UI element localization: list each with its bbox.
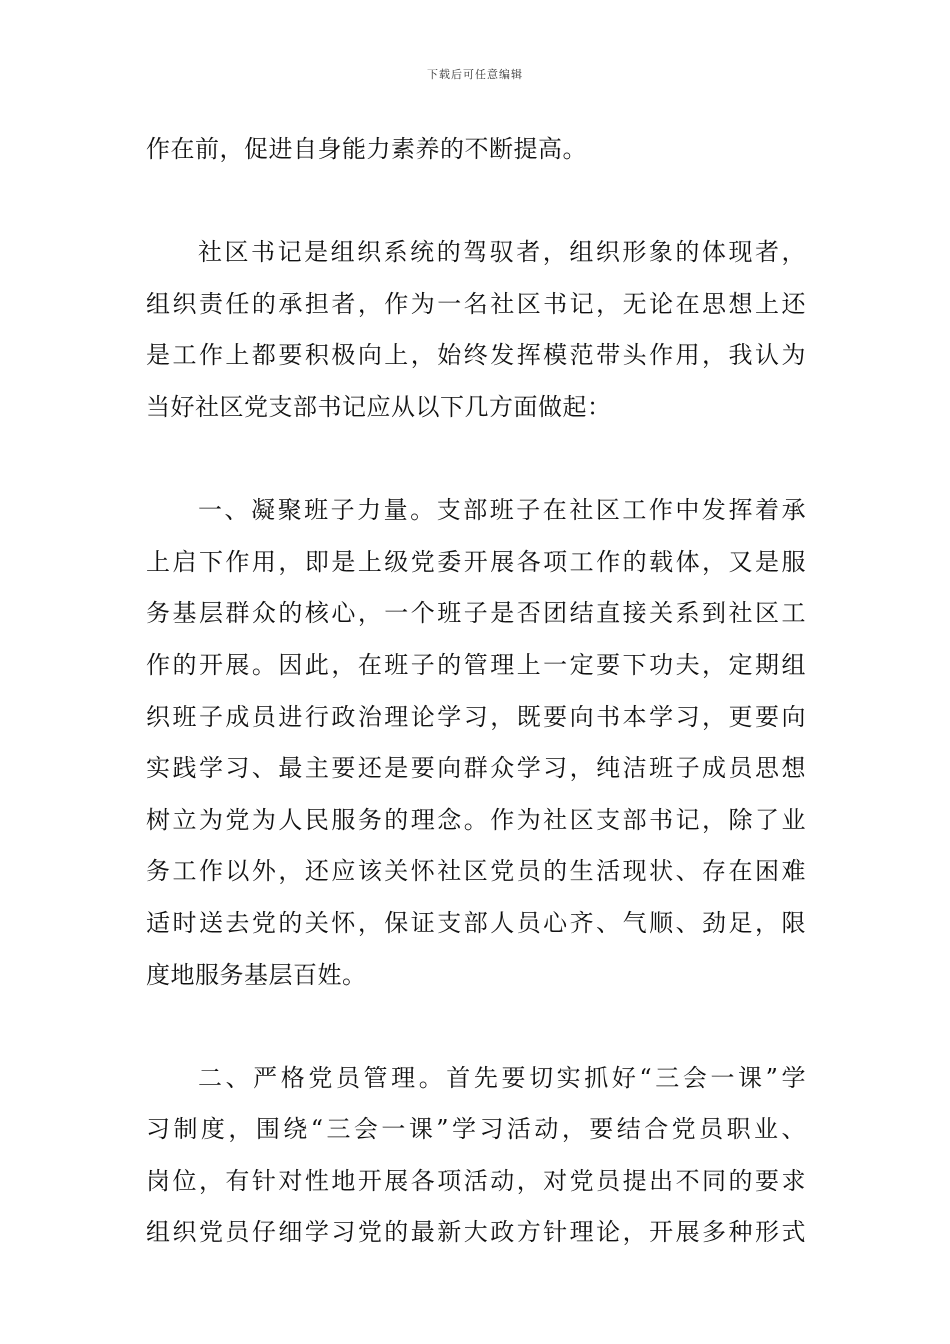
text-line: 是工作上都要积极向上，始终发挥模范带头作用，我认为 — [146, 341, 806, 370]
paragraph-gap — [146, 1001, 806, 1053]
text-line: 二、严格党员管理。首先要切实抓好“三会一课”学 — [198, 1063, 806, 1092]
text-line: 作的开展。因此，在班子的管理上一定要下功夫，定期组 — [146, 650, 806, 679]
page-header: 下载后可任意编辑 — [427, 68, 523, 81]
text-line: 树立为党为人民服务的理念。作为社区支部书记，除了业 — [146, 805, 806, 834]
text-line: 务基层群众的核心，一个班子是否团结直接关系到社区工 — [146, 599, 806, 628]
text-line: 社区书记是组织系统的驾驭者，组织形象的体现者， — [198, 238, 806, 267]
text-line: 当好社区党支部书记应从以下几方面做起： — [146, 392, 612, 421]
text-line: 习制度，围绕“三会一课”学习活动，要结合党员职业、 — [146, 1115, 806, 1144]
text-line: 作在前，促进自身能力素养的不断提高。 — [146, 135, 587, 163]
text-line: 适时送去党的关怀，保证支部人员心齐、气顺、劲足，限 — [146, 908, 806, 937]
paragraph-gap — [146, 176, 806, 228]
paragraph-continuation — [146, 124, 806, 176]
text-line: 组织党员仔细学习党的最新大政方针理论，开展多种形式 — [146, 1218, 806, 1247]
paragraph-intro — [146, 227, 806, 433]
text-line: 岗位，有针对性地开展各项活动，对党员提出不同的要求 — [146, 1166, 806, 1195]
text-line: 织班子成员进行政治理论学习，既要向书本学习，更要向 — [146, 702, 806, 731]
paragraph-gap — [146, 434, 806, 486]
paragraph-section-one — [146, 485, 806, 1001]
text-line: 一、凝聚班子力量。支部班子在社区工作中发挥着承 — [198, 496, 806, 525]
text-line: 度地服务基层百姓。 — [146, 960, 367, 989]
text-line: 务工作以外，还应该关怀社区党员的生活现状、存在困难 — [146, 857, 806, 886]
text-line: 上启下作用，即是上级党委开展各项工作的载体，又是服 — [146, 547, 806, 576]
document-body — [146, 124, 806, 1259]
paragraph-section-two — [146, 1053, 806, 1259]
text-line: 组织责任的承担者，作为一名社区书记，无论在思想上还 — [146, 289, 806, 318]
text-line: 实践学习、最主要还是要向群众学习，纯洁班子成员思想 — [146, 754, 806, 783]
